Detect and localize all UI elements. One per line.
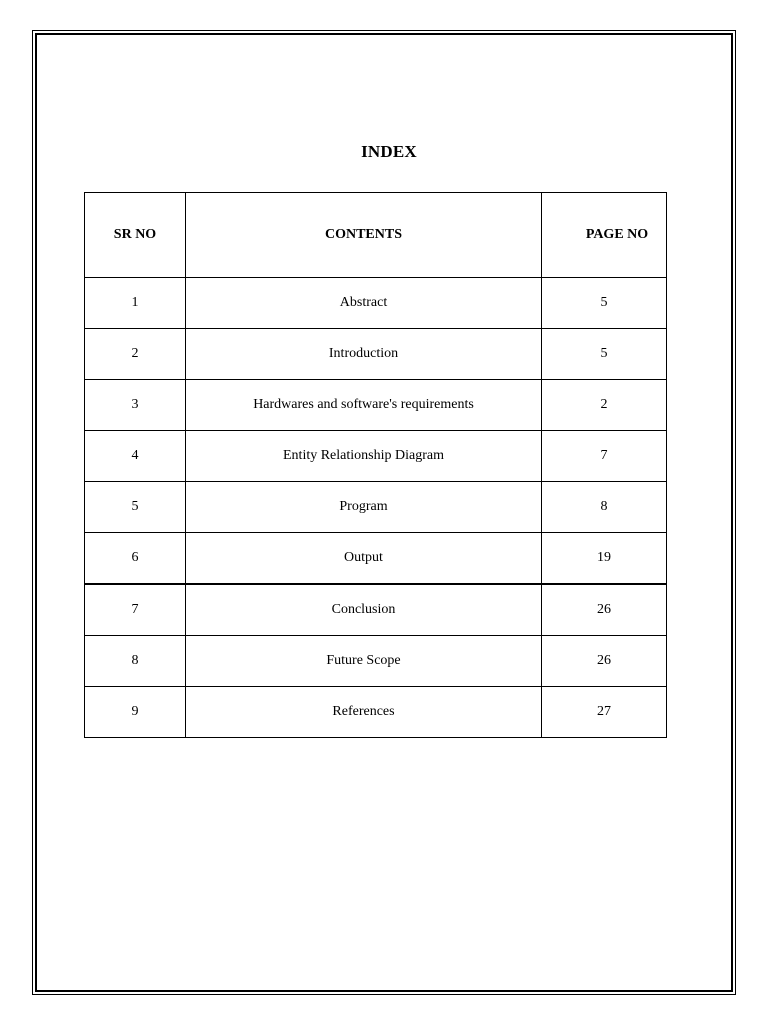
row-sr-no: 3	[85, 380, 186, 431]
row-content: Future Scope	[186, 636, 542, 687]
table-row	[85, 329, 667, 380]
row-page-no: 27	[542, 687, 667, 738]
row-page-no: 26	[542, 584, 667, 636]
table-header-row	[85, 193, 667, 278]
row-content: Output	[186, 533, 542, 585]
table-row	[85, 584, 667, 636]
row-sr-no: 5	[85, 482, 186, 533]
header-page-no: PAGE NO	[542, 193, 667, 278]
row-sr-no: 9	[85, 687, 186, 738]
row-sr-no: 1	[85, 278, 186, 329]
table-row	[85, 533, 667, 585]
row-content: Abstract	[186, 278, 542, 329]
row-page-no: 2	[542, 380, 667, 431]
table-row	[85, 636, 667, 687]
row-content: Introduction	[186, 329, 542, 380]
row-page-no: 19	[542, 533, 667, 585]
row-sr-no: 2	[85, 329, 186, 380]
row-page-no: 5	[542, 329, 667, 380]
row-page-no: 7	[542, 431, 667, 482]
row-page-no: 8	[542, 482, 667, 533]
index-table	[84, 192, 667, 738]
row-page-no: 5	[542, 278, 667, 329]
row-content: Conclusion	[186, 584, 542, 636]
table-row	[85, 380, 667, 431]
header-contents: CONTENTS	[186, 193, 542, 278]
table-row	[85, 482, 667, 533]
row-sr-no: 8	[85, 636, 186, 687]
row-page-no: 26	[542, 636, 667, 687]
table-row	[85, 431, 667, 482]
row-content: Hardwares and software's requirements	[186, 380, 542, 431]
table-row	[85, 278, 667, 329]
page-title: INDEX	[361, 142, 417, 161]
row-sr-no: 7	[85, 584, 186, 636]
row-content: Program	[186, 482, 542, 533]
row-content: References	[186, 687, 542, 738]
row-sr-no: 4	[85, 431, 186, 482]
table-row	[85, 687, 667, 738]
row-content: Entity Relationship Diagram	[186, 431, 542, 482]
row-sr-no: 6	[85, 533, 186, 585]
header-sr-no: SR NO	[85, 193, 186, 278]
